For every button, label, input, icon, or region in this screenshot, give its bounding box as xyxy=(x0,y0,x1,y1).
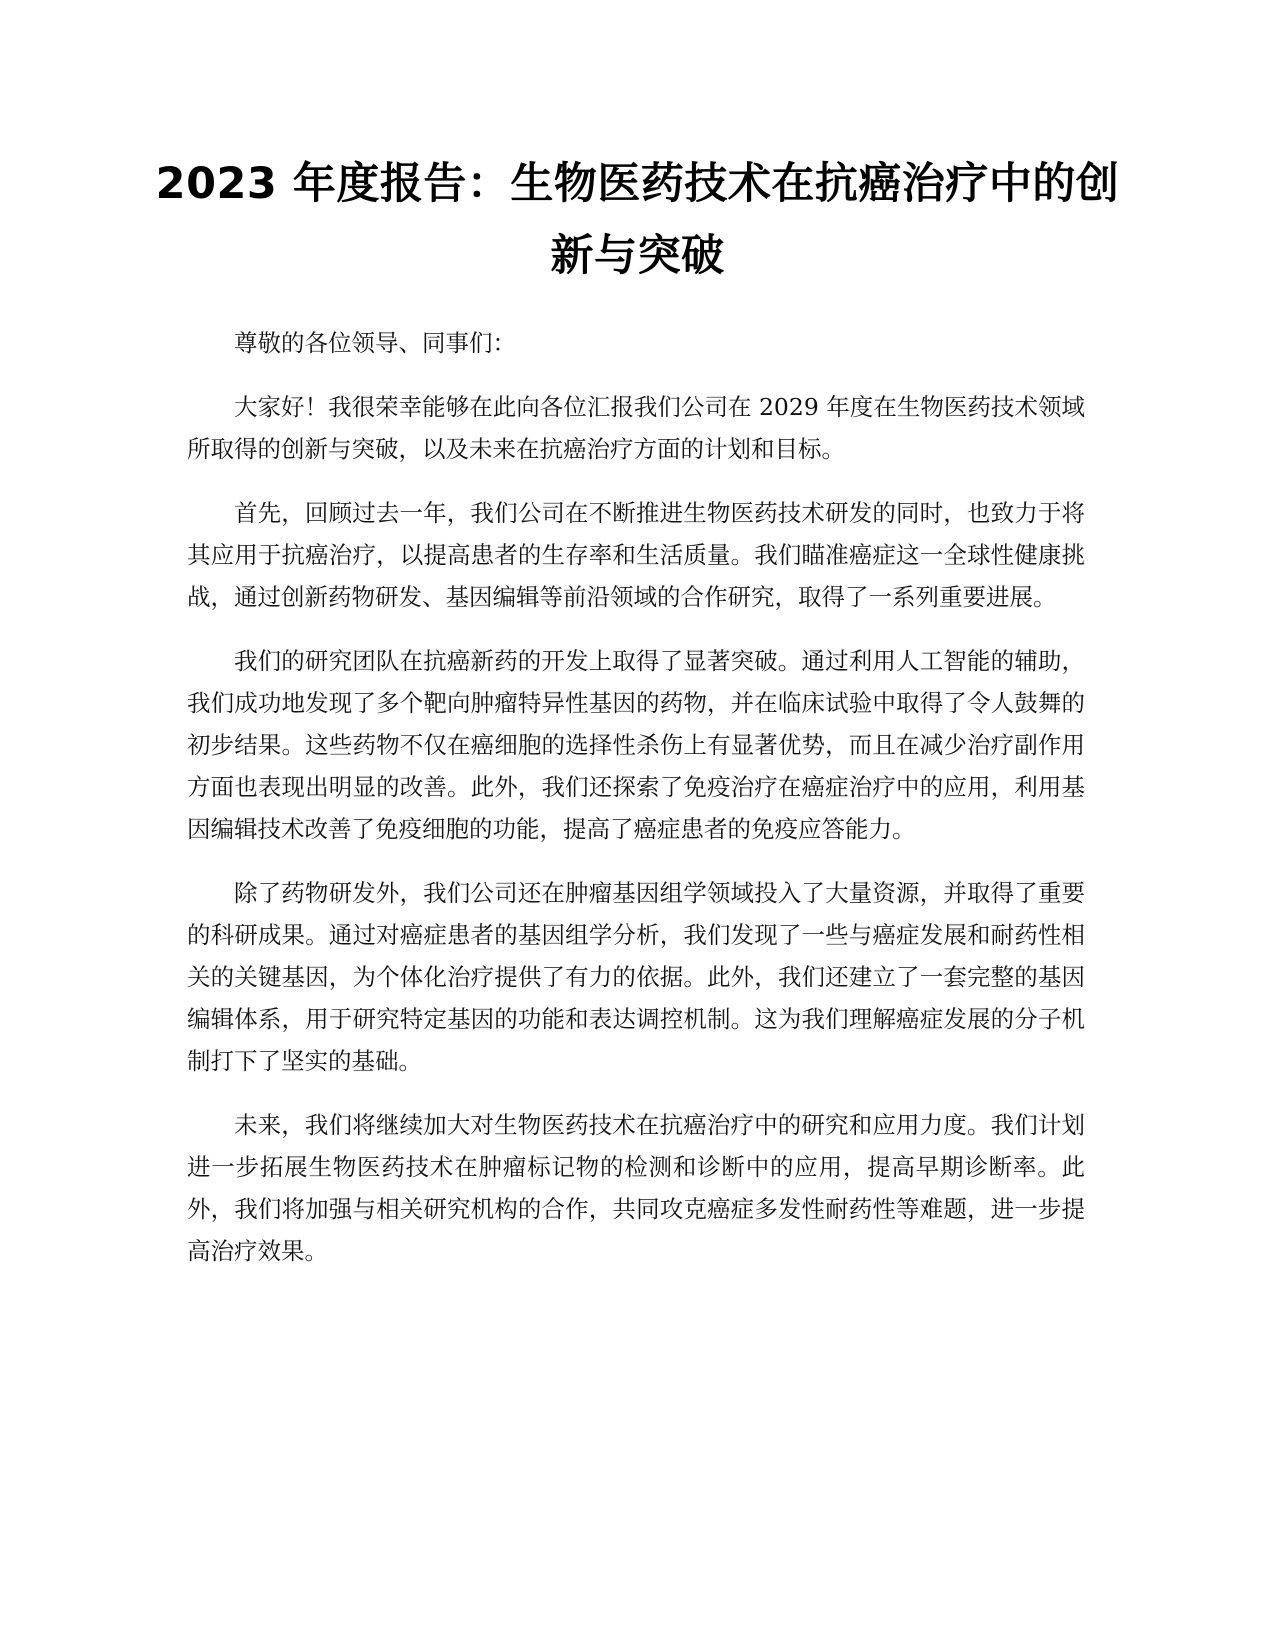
body-paragraph-1: 大家好！我很荣幸能够在此向各位汇报我们公司在 2029 年度在生物医药技术领域所取得的创新与突破，以及未来在抗癌治疗方面的计划和目标。 xyxy=(187,393,1085,463)
document-title: 2023 年度报告：生物医药技术在抗癌治疗中的创新与突破 xyxy=(155,159,1120,281)
body-paragraph-2: 首先，回顾过去一年，我们公司在不断推进生物医药技术研发的同时，也致力于将其应用于抗癌治疗，以提高患者的生存率和生活质量。我们瞄准癌症这一全球性健康挑战，通过创新药物研发、基因编辑等前沿领域的合作研究，取得了一系列重要进展。 xyxy=(187,499,1085,611)
body-paragraph-3: 我们的研究团队在抗癌新药的开发上取得了显著突破。通过利用人工智能的辅助，我们成功地发现了多个靶向肿瘤特异性基因的药物，并在临床试验中取得了令人鼓舞的初步结果。这些药物不仅在癌细胞的选择性杀伤上有显著优势，而且在减少治疗副作用方面也表现出明显的改善。此外，我们还探索了免疫治疗在癌症治疗中的应用，利用基因编辑技术改善了免疫细胞的功能，提高了癌症患者的免疫应答能力。 xyxy=(187,647,1085,843)
body-paragraph-5: 未来，我们将继续加大对生物医药技术在抗癌治疗中的研究和应用力度。我们计划进一步拓展生物医药技术在肿瘤标记物的检测和诊断中的应用，提高早期诊断率。此外，我们将加强与相关研究机构的合作，共同攻克癌症多发性耐药性等难题，进一步提高治疗效果。 xyxy=(187,1111,1085,1265)
body-paragraph-4: 除了药物研发外，我们公司还在肿瘤基因组学领域投入了大量资源，并取得了重要的科研成果。通过对癌症患者的基因组学分析，我们发现了一些与癌症发展和耐药性相关的关键基因，为个体化治疗提供了有力的依据。此外，我们还建立了一套完整的基因编辑体系，用于研究特定基因的功能和表达调控机制。这为我们理解癌症发展的分子机制打下了坚实的基础。 xyxy=(187,879,1085,1075)
greeting-paragraph: 尊敬的各位领导、同事们： xyxy=(234,329,516,357)
document-body xyxy=(187,322,1085,1294)
